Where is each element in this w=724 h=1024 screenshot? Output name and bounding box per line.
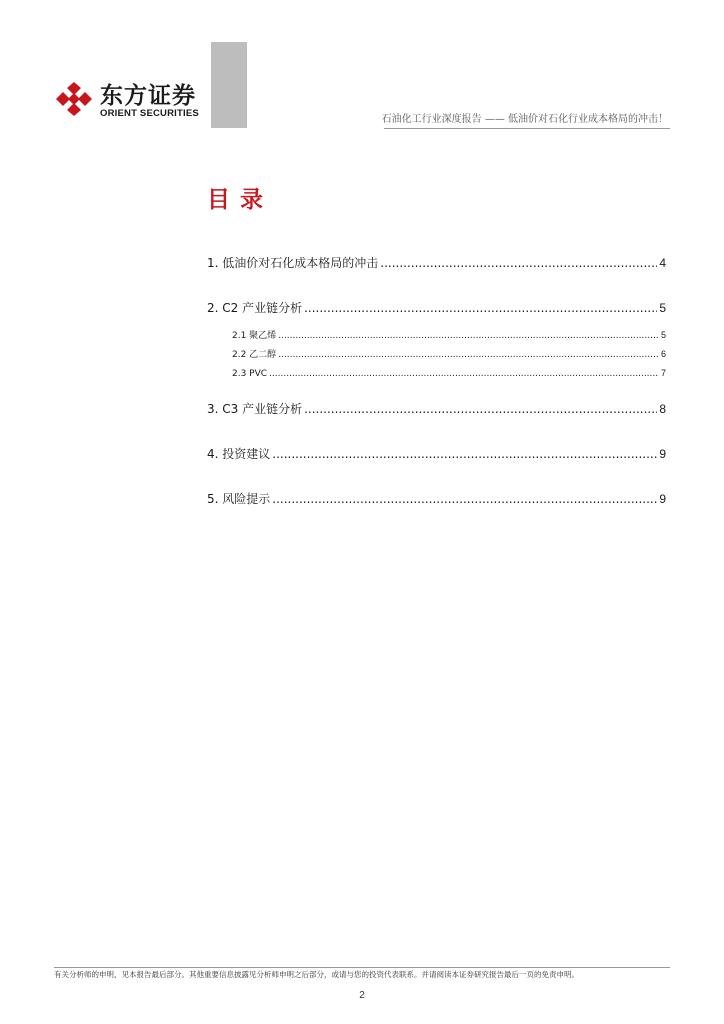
toc-entry-page: 9 xyxy=(659,447,666,461)
toc-leader-dots xyxy=(272,492,657,506)
toc-entry-2-3[interactable] xyxy=(232,368,666,380)
header-divider xyxy=(384,128,670,129)
toc-entry-page: 5 xyxy=(660,330,666,340)
toc-leader-dots xyxy=(304,301,657,315)
toc-leader-dots xyxy=(269,369,659,380)
toc-entry-4[interactable] xyxy=(207,447,666,461)
toc-entry-label: 2. C2 产业链分析 xyxy=(207,301,303,315)
toc-entry-label: 2.2 乙二醇 xyxy=(232,350,277,360)
footer-divider xyxy=(54,967,670,968)
toc-entry-label: 1. 低油价对石化成本格局的冲击 xyxy=(207,256,379,270)
toc-entry-5[interactable] xyxy=(207,492,666,506)
toc-entry-page: 9 xyxy=(659,492,666,506)
toc-entry-label: 4. 投资建议 xyxy=(207,447,271,461)
toc-entry-1[interactable] xyxy=(207,256,666,270)
toc-leader-dots xyxy=(278,350,659,361)
toc-entry-page: 6 xyxy=(660,349,666,359)
toc-entry-2-2[interactable] xyxy=(232,349,666,361)
toc-entry-page: 5 xyxy=(659,301,666,315)
toc-leader-dots xyxy=(304,402,657,416)
toc-heading: 目录 xyxy=(207,187,273,213)
brand-name-cn: 东方证券 xyxy=(100,83,196,109)
toc-entry-label: 5. 风险提示 xyxy=(207,492,271,506)
toc-entry-page: 4 xyxy=(659,256,666,270)
toc-leader-dots xyxy=(278,331,659,342)
toc-entry-label: 2.3 PVC xyxy=(232,369,268,379)
toc-leader-dots xyxy=(272,447,657,461)
toc-entry-page: 8 xyxy=(659,402,666,416)
orient-securities-logo-icon xyxy=(54,82,94,116)
header-decor-bar xyxy=(211,42,247,128)
brand-name-en: ORIENT SECURITIES xyxy=(100,108,199,119)
report-header-title: 石油化工行业深度报告 —— 低油价对石化行业成本格局的冲击！ xyxy=(381,114,668,125)
toc-entry-label: 3. C3 产业链分析 xyxy=(207,402,303,416)
toc-entry-2[interactable] xyxy=(207,301,666,315)
toc-entry-page: 7 xyxy=(660,368,666,378)
toc-entry-label: 2.1 聚乙烯 xyxy=(232,331,277,341)
toc-entry-2-1[interactable] xyxy=(232,330,666,342)
footer-disclaimer: 有关分析师的申明，见本报告最后部分。其他重要信息披露见分析师申明之后部分，或请与您的投资代表联系。并请阅读本证券研究报告最后一页的免责申明。 xyxy=(54,970,579,979)
toc-leader-dots xyxy=(380,256,657,270)
page-number: 2 xyxy=(359,990,365,1001)
toc-entry-3[interactable] xyxy=(207,402,666,416)
